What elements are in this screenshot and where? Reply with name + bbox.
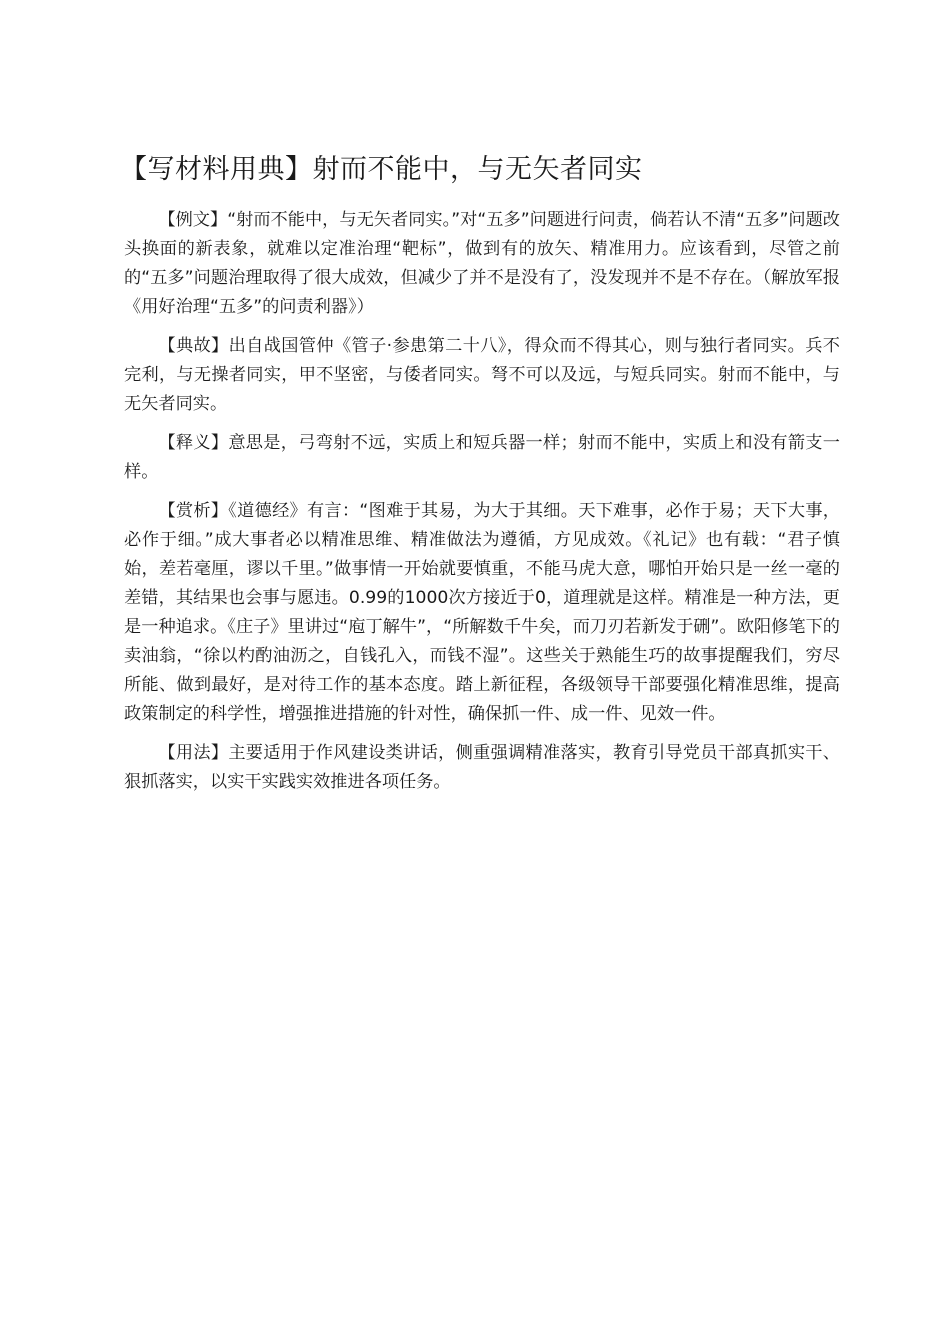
- section-label-meaning: 【释义】: [158, 433, 229, 453]
- paragraph-example: [124, 206, 840, 322]
- section-label-appreciation: 【赏析】: [158, 501, 229, 521]
- section-text-appreciation: 《道德经》有言：“图难于其易，为大于其细。天下难事，必作于易；天下大事，必作于细。”成大事者必以精准思维、精准做法为遵循，方见成效。《礼记》也有载：“君子慎始，差若毫厘，谬以千里。”做事情一开始就要慎重，不能马虎大意，哪怕开始只是一丝一毫的差错，其结果也会事与愿违。0.99的1000次方接近于0，道理就是这样。精准是一种方法，更是一种追求。《庄子》里讲过“庖丁解牛”，“所解数千牛矣，而刀刃若新发于硎”。欧阳修笔下的卖油翁，“徐以杓酌油沥之，自钱孔入，而钱不湿”。这些关于熟能生巧的故事提醒我们，穷尽所能、做到最好，是对待工作的基本态度。踏上新征程，各级领导干部要强化精准思维，提高政策制定的科学性，增强推进措施的针对性，确保抓一件、成一件、见效一件。: [124, 501, 840, 724]
- section-label-usage: 【用法】: [158, 743, 229, 763]
- section-text-usage: 主要适用于作风建设类讲话，侧重强调精准落实，教育引导党员干部真抓实干、狠抓落实，以实干实践实效推进各项任务。: [124, 743, 840, 792]
- section-text-example: “射而不能中，与无矢者同实。”对“五多”问题进行问责，倘若认不清“五多”问题改头换面的新表象，就难以定准治理“靶标”，做到有的放矢、精准用力。应该看到，尽管之前的“五多”问题治理取得了很大成效，但减少了并不是没有了，没发现并不是不存在。（解放军报《用好治理“五多”的问责利器》）: [124, 210, 840, 317]
- paragraph-allusion: [124, 332, 840, 419]
- section-label-allusion: 【典故】: [158, 336, 229, 356]
- section-text-allusion: 出自战国管仲《管子·参患第二十八》，得众而不得其心，则与独行者同实。兵不完利，与无操者同实，甲不坚密，与倭者同实。弩不可以及远，与短兵同实。射而不能中，与无矢者同实。: [124, 336, 840, 414]
- page-title: 【写材料用典】射而不能中，与无矢者同实: [120, 154, 643, 185]
- paragraph-appreciation: [124, 497, 840, 729]
- section-text-meaning: 意思是，弓弯射不远，实质上和短兵器一样；射而不能中，实质上和没有箭支一样。: [124, 433, 840, 482]
- paragraph-meaning: [124, 429, 840, 487]
- section-label-example: 【例文】: [158, 210, 228, 230]
- document-page: [120, 150, 840, 807]
- paragraph-usage: [124, 739, 840, 797]
